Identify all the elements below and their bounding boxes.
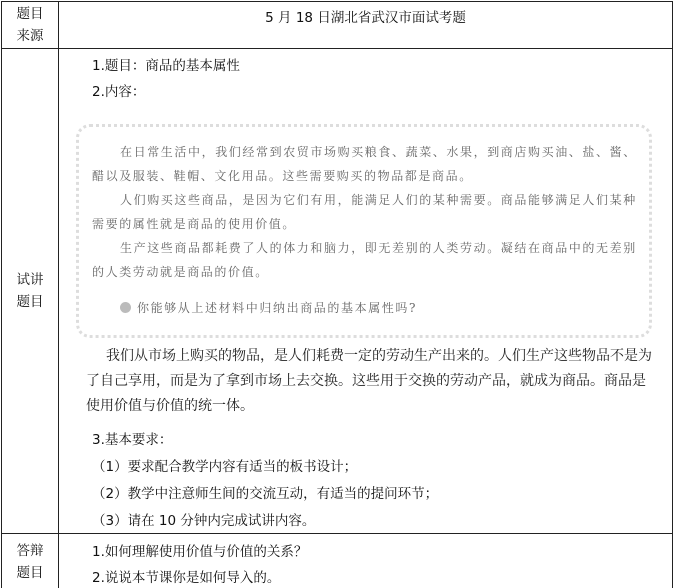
requirement-1: （1）要求配合教学内容有适当的板书设计；	[92, 459, 358, 475]
excerpt-line: 醋以及服装、鞋帽、文化用品。这些需要购买的物品都是商品。	[92, 169, 473, 183]
label: 试讲	[16, 272, 44, 288]
excerpt-line: 人们购买这些商品，是因为它们有用，能满足人们的某种需要。商品能够满足人们某种	[120, 193, 637, 207]
requirement-2: （2）教学中注意师生间的交流互动，有适当的提问环节；	[92, 486, 439, 502]
defense-label	[2, 534, 59, 588]
label: 来源	[16, 28, 44, 44]
excerpt-line: 的人类劳动就是商品的价值。	[92, 265, 269, 279]
explanation-paragraph	[86, 344, 658, 419]
topic-label	[2, 49, 59, 534]
defense-question-1: 1.如何理解使用价值与价值的关系？	[92, 544, 308, 560]
excerpt-line: 生产这些商品都耗费了人的体力和脑力，即无差别的人类劳动。凝结在商品中的无差别	[120, 241, 637, 255]
label: 题目	[16, 294, 44, 310]
paragraph-text: 我们从市场上购买的物品，是人们耗费一定的劳动生产出来的。人们生产这些物品不是为了自己享用，而是为了拿到市场上去交换。这些用于交换的劳动产品，就成为商品。商品是使用价值与价值的统一体。	[86, 348, 652, 414]
question-text: 你能够从上述材料中归纳出商品的基本属性吗?	[137, 301, 418, 315]
excerpt-line: 需要的属性就是商品的使用价值。	[92, 217, 297, 231]
bullet-icon	[120, 302, 131, 313]
source-label	[2, 2, 59, 49]
excerpt-question	[120, 299, 417, 316]
defense-question-2: 2.说说本节课你是如何导入的。	[92, 570, 281, 586]
label: 答辩	[16, 542, 44, 559]
topic-item-3: 3.基本要求：	[92, 432, 173, 448]
source-title: 5 月 18 日湖北省武汉市面试考题	[59, 2, 673, 49]
label: 题目	[16, 6, 44, 22]
excerpt-line: 在日常生活中，我们经常到农贸市场购买粮食、蔬菜、水果，到商店购买油、盐、酱、	[120, 145, 637, 159]
topic-item-2: 2.内容：	[92, 84, 146, 100]
label: 题目	[16, 564, 44, 581]
requirement-3: （3）请在 10 分钟内完成试讲内容。	[92, 513, 316, 529]
topic-item-1: 1.题目：商品的基本属性	[92, 58, 240, 74]
